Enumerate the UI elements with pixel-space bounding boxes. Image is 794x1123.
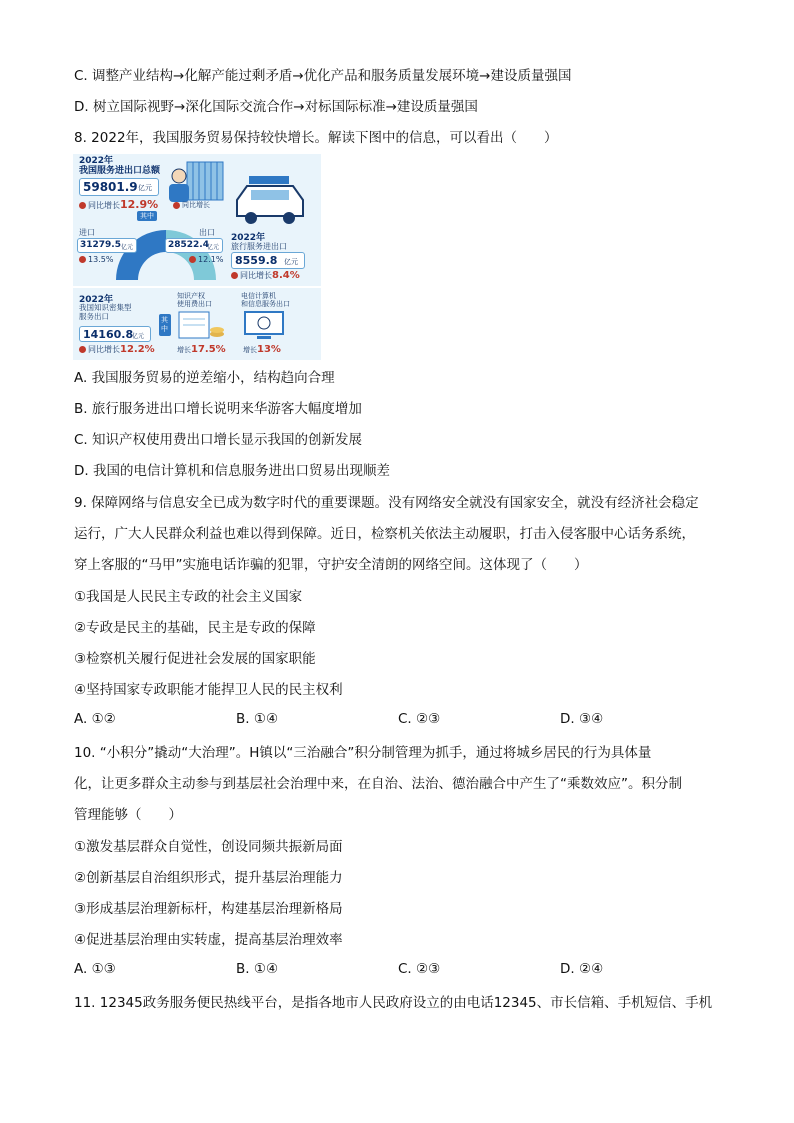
q9-choices <box>74 711 734 731</box>
import-up-icon <box>79 256 86 263</box>
q10-item-3: ③形成基层治理新标杆，构建基层治理新格局 <box>74 901 343 917</box>
q9-stem-1: 9. 保障网络与信息安全已成为数字时代的重要课题。没有网络安全就没有国家安全，就没有经济社会稳定 <box>74 495 699 511</box>
q8-stem: 8. 2022年，我国服务贸易保持较快增长。解读下图中的信息，可以看出（ ） <box>74 130 558 146</box>
travel-growth-row: 同比增长8.4% <box>231 270 300 281</box>
total-growth-row: 同比增长12.9% <box>79 198 158 211</box>
import-value: 31279.5 <box>80 240 121 250</box>
import-label: 进口 <box>79 228 95 237</box>
q11-stem-1: 11. 12345政务服务便民热线平台，是指各地市人民政府设立的由电话12345、市长信箱、手机短信、手机 <box>74 995 713 1011</box>
ip-year: 2022年 <box>79 295 114 305</box>
q9-choice-a: A. ①② <box>74 711 116 727</box>
total-unit: 亿元 <box>138 184 152 192</box>
ip-unit: 亿元 <box>132 333 145 340</box>
total-value: 59801.9 <box>83 180 138 194</box>
q8-option-d: D. 我国的电信计算机和信息服务进出口贸易出现顺差 <box>74 463 390 479</box>
q8-option-b: B. 旅行服务进出口增长说明来华游客大幅度增加 <box>74 401 362 417</box>
travel-year: 2022年 <box>231 233 266 243</box>
q10-choice-b: B. ①④ <box>236 961 279 977</box>
import-box <box>77 238 137 253</box>
q10-choice-d: D. ②④ <box>560 961 604 977</box>
q10-stem-3: 管理能够（ ） <box>74 807 182 823</box>
ip-up-icon <box>79 346 86 353</box>
export-unit: 亿元 <box>207 244 220 251</box>
q8-option-a: A. 我国服务贸易的逆差缩小，结构趋向合理 <box>74 370 335 386</box>
q10-item-2: ②创新基层自治组织形式，提升基层治理能力 <box>74 870 343 886</box>
q9-stem-2: 运行，广大人民群众利益也难以得到保障。近日，检察机关依法主动履职，打击入侵客服中心话务系统， <box>74 526 695 542</box>
among-badge: 其中 <box>137 211 157 221</box>
export-box <box>165 238 223 253</box>
ip-fee-growth-row: 增长17.5% <box>177 344 226 355</box>
travel-up-icon <box>231 272 238 279</box>
q10-stem-1: 10. “小积分”撬动“大治理”。H镇以“三治融合”积分制管理为抓手，通过将城乡居民的行为具体量 <box>74 745 652 761</box>
ip-box <box>79 326 151 342</box>
q9-item-3: ③检察机关履行促进社会发展的国家职能 <box>74 651 316 667</box>
q10-stem-2: 化，让更多群众主动参与到基层社会治理中来，在自治、法治、德治融合中产生了“乘数效应”。积分制 <box>74 776 682 792</box>
legend-up-icon <box>173 202 180 209</box>
q10-choice-c: C. ②③ <box>398 961 441 977</box>
travel-value: 8559.8 <box>235 254 278 267</box>
ip-growth-row: 同比增长12.2% <box>79 344 155 355</box>
certificate-coins-icon <box>177 310 225 342</box>
q9-choice-d: D. ③④ <box>560 711 604 727</box>
total-box <box>79 178 159 196</box>
q7-option-c: C. 调整产业结构→化解产能过剩矛盾→优化产品和服务质量发展环境→建设质量强国 <box>74 68 572 84</box>
travel-unit: 亿元 <box>284 258 298 266</box>
import-growth: 13.5% <box>79 255 113 264</box>
import-unit: 亿元 <box>121 244 134 251</box>
q9-choice-c: C. ②③ <box>398 711 441 727</box>
ip-fee-title: 知识产权 使用费出口 <box>177 292 212 308</box>
q9-item-1: ①我国是人民民主专政的社会主义国家 <box>74 589 303 605</box>
travel-title: 旅行服务进出口 <box>231 242 287 251</box>
among-badge-2: 其中 <box>159 314 171 336</box>
ip-value: 14160.8 <box>83 328 134 341</box>
legend-row: 同比增长 <box>173 200 210 210</box>
export-up-icon <box>189 256 196 263</box>
q10-choice-a: A. ①③ <box>74 961 116 977</box>
travel-box <box>231 252 305 269</box>
export-growth: 12.1% <box>189 255 223 264</box>
q10-item-4: ④促进基层治理由实转虚，提高基层治理效率 <box>74 932 343 948</box>
q9-choice-b: B. ①④ <box>236 711 279 727</box>
q9-stem-3: 穿上客服的“马甲”实施电话诈骗的犯罪，守护安全清朗的网络空间。这体现了（ ） <box>74 557 588 573</box>
q9-item-4: ④坚持国家专政职能才能捍卫人民的民主权利 <box>74 682 343 698</box>
tele-title: 电信计算机 和信息服务出口 <box>241 292 290 308</box>
tele-growth-row: 增长13% <box>243 344 281 355</box>
trade-infographic <box>73 154 321 360</box>
up-arrow-icon <box>79 202 86 209</box>
q10-item-1: ①激发基层群众自觉性，创设同频共振新局面 <box>74 839 343 855</box>
ip-title: 我国知识密集型 服务出口 <box>79 303 132 321</box>
export-value: 28522.4 <box>168 240 209 250</box>
total-title: 2022年 我国服务进出口总额 <box>79 156 161 176</box>
q10-choices <box>74 961 734 981</box>
car-icon <box>231 172 311 228</box>
export-label: 出口 <box>199 228 215 237</box>
q8-option-c: C. 知识产权使用费出口增长显示我国的创新发展 <box>74 432 363 448</box>
section-divider <box>73 286 321 288</box>
computer-icon <box>243 310 287 342</box>
q9-item-2: ②专政是民主的基础，民主是专政的保障 <box>74 620 316 636</box>
q7-option-d: D. 树立国际视野→深化国际交流合作→对标国际标准→建设质量强国 <box>74 99 478 115</box>
